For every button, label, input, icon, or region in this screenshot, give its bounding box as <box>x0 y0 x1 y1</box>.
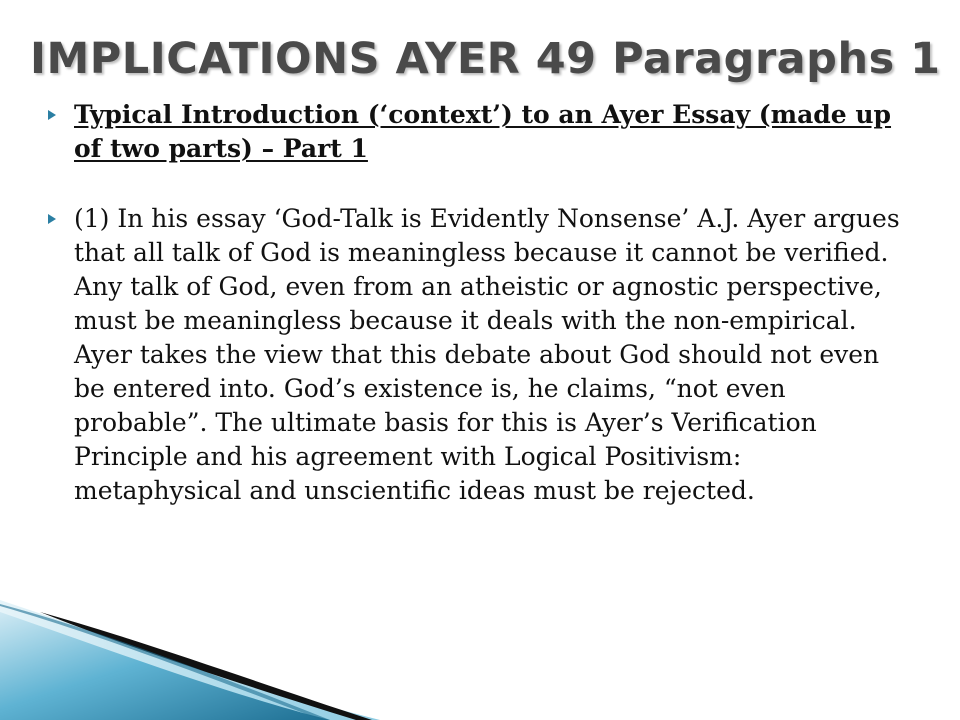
bullet-heading-text: Typical Introduction (‘context’) to an Ayer Essay (made up of two parts) – Part 1 <box>74 100 892 163</box>
slide-content <box>48 98 908 508</box>
bullet-paragraph-text: (1) In his essay ‘God-Talk is Evidently Nonsense’ A.J. Ayer argues that all talk of God is meaningless because it cannot be verified. Any talk of God, even from an atheistic or agnostic perspective, must be meaningless because it deals with the non-empirical. Ayer takes the view that this debate about God should not even be entered into. God’s existence is, he claims, “not even probable”. The ultimate basis for this is Ayer’s Verification Principle and his agreement with Logical Positivism: metaphysical and unscientific ideas must be rejected. <box>74 204 900 505</box>
triangle-bullet-icon <box>48 110 56 120</box>
slide-title: IMPLICATIONS AYER 49 Paragraphs 1 <box>30 34 941 84</box>
bullet-item-paragraph <box>48 202 908 508</box>
bullet-item-heading <box>48 98 908 166</box>
triangle-bullet-icon <box>48 214 56 224</box>
